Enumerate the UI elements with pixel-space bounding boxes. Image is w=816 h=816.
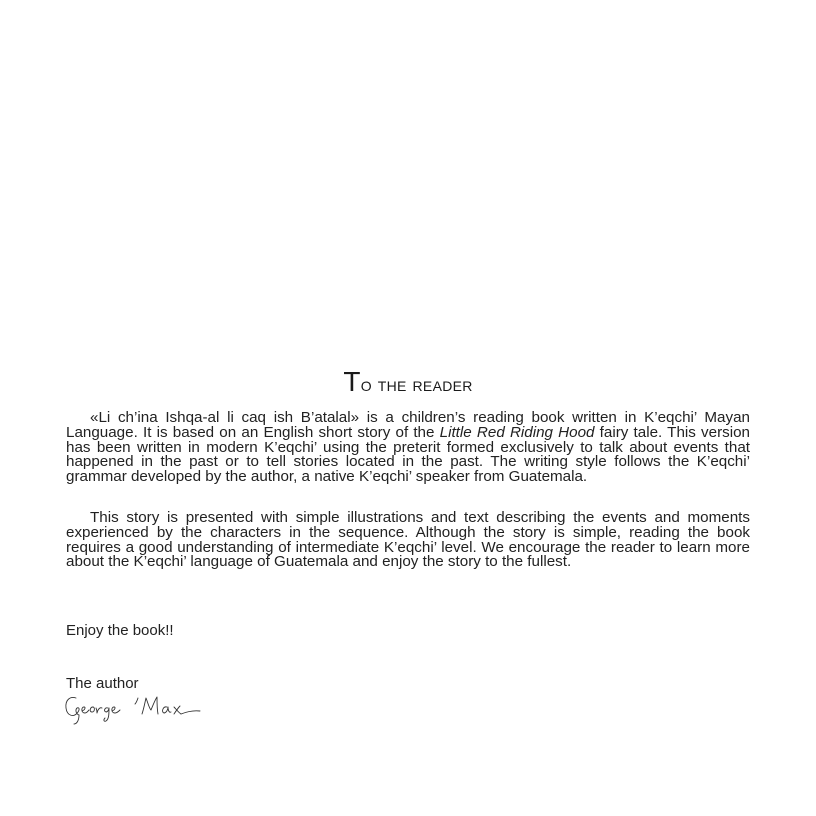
- page-title: [0, 366, 816, 398]
- intro-paragraph: [66, 411, 750, 485]
- title-first-letter: T: [343, 366, 361, 397]
- signature-image: [62, 690, 212, 728]
- second-paragraph-text: This story is presented with simple illustrations and text describing the events and moments experienced by the characters in the sequence. Although the story is simple, reading the book requires a good understanding of intermediate K’eqchi’ level. We encourage the reader to learn more about the K’eqchi’ language of Guatemala and enjoy the story to the fullest.: [66, 509, 750, 571]
- intro-story-title: Little Red Riding Hood: [439, 423, 595, 441]
- intro-text-part1: «Li ch’ina Ishqa-al li caq ish B’atalal» is a children’s reading book written in K’eqchi’ Mayan Language. It is based on an English short story of the: [66, 409, 750, 441]
- title-rest: o the reader: [360, 374, 473, 396]
- second-paragraph: [66, 511, 750, 570]
- signoff-label: The author: [66, 675, 139, 692]
- closing-line: Enjoy the book!!: [66, 622, 174, 639]
- intro-text-part2: fairy tale. This version has been written in modern K’eqchi’ using the preterit formed exclusively to talk about events that happened in the past or to tell stories located in the past. The writing style follows the K’eqchi’ grammar developed by the author, a native K’eqchi’ speaker from Guatemala.: [66, 423, 751, 486]
